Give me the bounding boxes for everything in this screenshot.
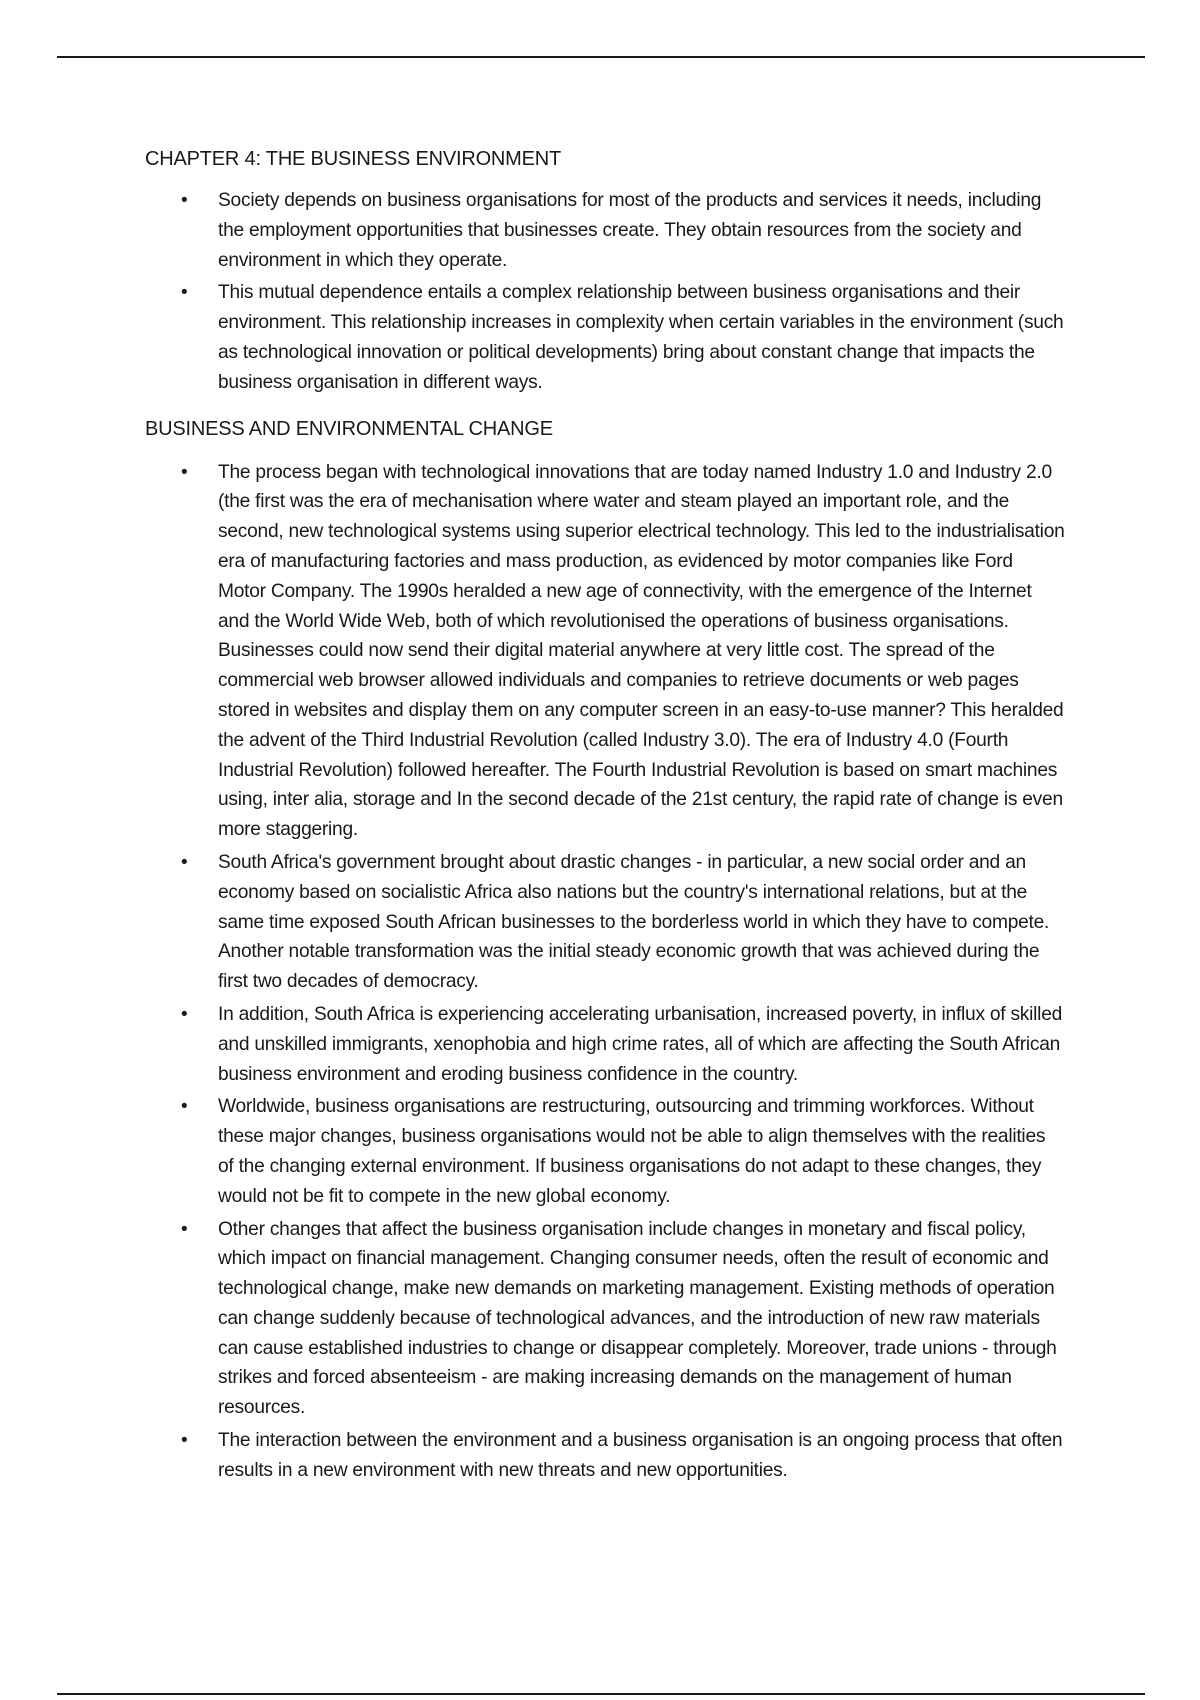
- section-bullet-list: [145, 458, 1065, 1486]
- bullet-item: • Society depends on business organisations for most of the products and services it needs, including the employment opportunities that businesses create. They obtain resources from the society and environment in which they operate.: [145, 186, 1065, 275]
- top-rule: [57, 56, 1145, 58]
- bullet-item: • South Africa's government brought about drastic changes - in particular, a new social order and an economy based on socialistic Africa also nations but the country's international relations, but at the same time exposed South African businesses to the borderless world in which they have to compete. Another notable transformation was the initial steady economic growth that was achieved during the first two decades of democracy.: [145, 848, 1065, 997]
- document-body: [145, 146, 1065, 1489]
- bullet-item: • The process began with technological innovations that are today named Industry 1.0 and Industry 2.0 (the first was the era of mechanisation where water and steam played an important role, and the second, new technological systems using superior electrical technology. This led to the industrialisation era of manufacturing factories and mass production, as evidenced by motor companies like Ford Motor Company. The 1990s heralded a new age of connectivity, with the emergence of the Internet and the World Wide Web, both of which revolutionised the operations of business organisations. Businesses could now send their digital material anywhere at very little cost. The spread of the commercial web browser allowed individuals and companies to retrieve documents or web pages stored in websites and display them on any computer screen in an easy-to-use manner? This heralded the advent of the Third Industrial Revolution (called Industry 3.0). The era of Industry 4.0 (Fourth Industrial Revolution) followed hereafter. The Fourth Industrial Revolution is based on smart machines using, inter alia, storage and In the second decade of the 21st century, the rapid rate of change is even more staggering.: [145, 458, 1065, 845]
- bullet-item: • This mutual dependence entails a complex relationship between business organisations and their environment. This relationship increases in complexity when certain variables in the environment (such as technological innovation or political developments) bring about constant change that impacts the business organisation in different ways.: [145, 278, 1065, 397]
- chapter-title: CHAPTER 4: THE BUSINESS ENVIRONMENT: [145, 148, 562, 170]
- bullet-item: • The interaction between the environment and a business organisation is an ongoing process that often results in a new environment with new threats and new opportunities.: [145, 1426, 1065, 1486]
- section-title: BUSINESS AND ENVIRONMENTAL CHANGE: [145, 417, 553, 440]
- section-business-change: [145, 416, 1065, 1486]
- intro-bullet-list: [145, 186, 1065, 398]
- bottom-rule: [57, 1693, 1145, 1695]
- bullet-item: • Worldwide, business organisations are restructuring, outsourcing and trimming workforces. Without these major changes, business organisations would not be able to align themselves with the realities of the changing external environment. If business organisations do not adapt to these changes, they would not be fit to compete in the new global economy.: [145, 1092, 1065, 1211]
- bullet-item: • Other changes that affect the business organisation include changes in monetary and fiscal policy, which impact on financial management. Changing consumer needs, often the result of economic and technological change, make new demands on marketing management. Existing methods of operation can change suddenly because of technological advances, and the introduction of new raw materials can cause established industries to change or disappear completely. Moreover, trade unions - through strikes and forced absenteeism - are making increasing demands on the management of human resources.: [145, 1215, 1065, 1424]
- bullet-item: • In addition, South Africa is experiencing accelerating urbanisation, increased poverty, in influx of skilled and unskilled immigrants, xenophobia and high crime rates, all of which are affecting the South African business environment and eroding business confidence in the country.: [145, 1000, 1065, 1089]
